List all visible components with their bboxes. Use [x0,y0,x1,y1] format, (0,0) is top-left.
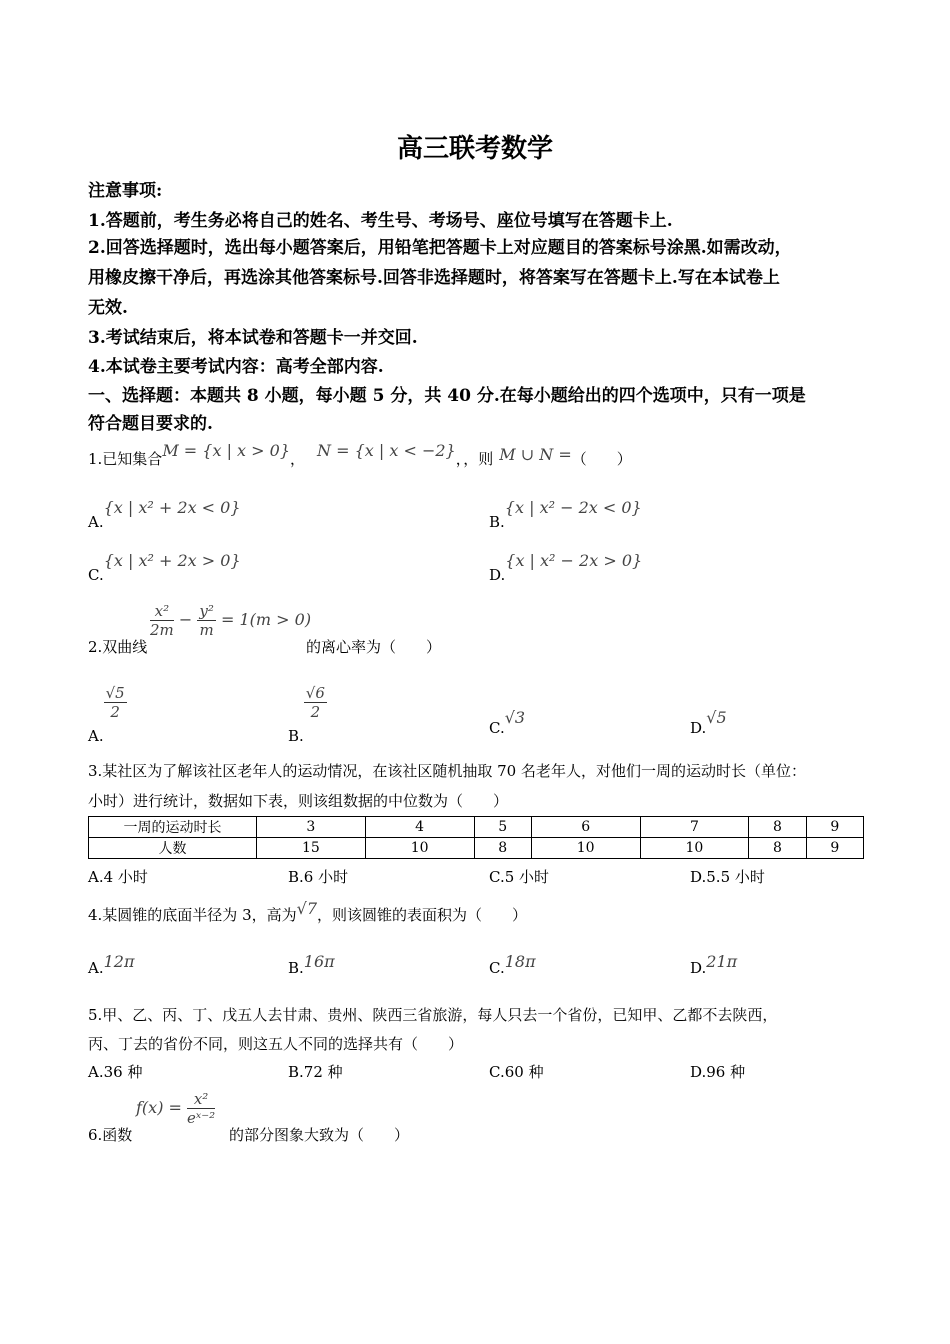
table-cell: 15 [257,838,366,859]
q1-option-a: A.{x | x² + 2x < 0} [88,498,241,531]
question-4: 4.某圆锥的底面半径为 3，高为√7，则该圆锥的表面积为（ ） [88,899,528,924]
table-cell: 7 [640,817,749,838]
q4-option-b: B.16π [288,952,335,977]
notice-line-1: 1.答题前，考生务必将自己的姓名、考生号、考场号、座位号填写在答题卡上. [88,211,673,231]
exercise-table [88,816,864,859]
table-cell: 6 [531,817,640,838]
table-cell: 5 [474,817,531,838]
section-heading-a: 一、选择题：本题共 8 小题，每小题 5 分，共 40 分.在每小题给出的四个选项中，只有一项是 [88,386,806,406]
table-cell: 9 [806,817,863,838]
q2-option-b: B. $\frac{√6}{2}$ [288,684,325,745]
q2-option-c: C.√3 [489,708,526,737]
notice-line-2a: 2.回答选择题时，选出每小题答案后，用铅笔把答题卡上对应题目的答案标号涂黑.如需改动， [88,238,792,258]
question-1: 1.已知集合M = {x | x > 0}， N = {x | x < −2}，，则 M ∪ N =（ ） [88,441,632,468]
question-5-line-b: 丙、丁去的省份不同，则这五人不同的选择共有（ ） [88,1035,464,1053]
table-cell: 一周的运动时长 [89,817,257,838]
table-cell: 10 [365,838,474,859]
question-6-prefix: 6.函数 [88,1126,133,1144]
table-cell: 4 [365,817,474,838]
table-cell: 8 [474,838,531,859]
notice-line-3: 3.考试结束后，将本试卷和答题卡一并交回. [88,328,418,348]
q1-option-c: C.{x | x² + 2x > 0} [88,551,241,584]
table-cell: 人数 [89,838,257,859]
table-cell: 3 [257,817,366,838]
question-3-line-a: 3.某社区为了解该社区老年人的运动情况，在该社区随机抽取 70 名老年人，对他们一周的运动时长（单位： [88,762,806,780]
table-header-row [89,817,864,838]
q5-option-d: D.96 种 [690,1063,746,1081]
q5-option-b: B.72 种 [288,1063,343,1081]
q3-option-d: D.5.5 小时 [690,868,765,886]
q2-option-d: D.√5 [690,708,727,737]
root-seven: √7 [296,899,317,918]
q4-option-a: A.12π [88,952,135,977]
union-expr: M ∪ N = [499,445,572,464]
page-title: 高三联考数学 [396,134,553,164]
table-cell: 8 [749,817,806,838]
q3-option-c: C.5 小时 [489,868,550,886]
table-cell: 8 [749,838,806,859]
table-cell: 9 [806,838,863,859]
table-cell: 10 [640,838,749,859]
question-5-line-a: 5.甲、乙、丙、丁、戊五人去甘肃、贵州、陕西三省旅游，每人只去一个省份，已知甲、乙都不去陕西， [88,1006,778,1024]
q5-option-a: A.36 种 [88,1063,143,1081]
question-6-suffix: 的部分图象大致为（ ） [229,1126,410,1144]
notice-line-4: 4.本试卷主要考试内容：高考全部内容. [88,357,384,377]
set-n: N = {x | x < −2} [317,441,456,460]
q4-option-d: D.21π [690,952,738,977]
question-2-prefix: 2.双曲线 [88,638,148,656]
table-row [89,838,864,859]
question-3-line-b: 小时）进行统计，数据如下表，则该组数据的中位数为（ ） [88,792,509,810]
notice-line-2c: 无效. [88,298,128,318]
q1-option-d: D.{x | x² − 2x > 0} [489,551,643,584]
q2-option-a: A. $\frac{√5}{2}$ [88,684,125,745]
function-formula: f(x) = $\frac{\text{x²}}{\text{eˣ⁻²}}$ [136,1090,216,1127]
notice-line-2b: 用橡皮擦干净后，再选涂其他答案标号.回答非选择题时，将答案写在答题卡上.写在本试卷上 [88,268,780,288]
section-heading-b: 符合题目要求的. [88,414,213,434]
q3-option-b: B.6 小时 [288,868,349,886]
q5-option-c: C.60 种 [489,1063,544,1081]
q4-option-c: C.18π [489,952,536,977]
set-m: M = {x | x > 0} [162,441,290,460]
notice-heading: 注意事项: [88,181,163,201]
hyperbola-equation: $\frac{\text{x²}}{2m}$ − $\frac{\text{y²}}{m}$ = 1(m > 0) [150,602,312,639]
question-2-suffix: 的离心率为（ ） [306,638,442,656]
table-cell: 10 [531,838,640,859]
q3-option-a: A.4 小时 [88,868,148,886]
q1-option-b: B.{x | x² − 2x < 0} [489,498,642,531]
